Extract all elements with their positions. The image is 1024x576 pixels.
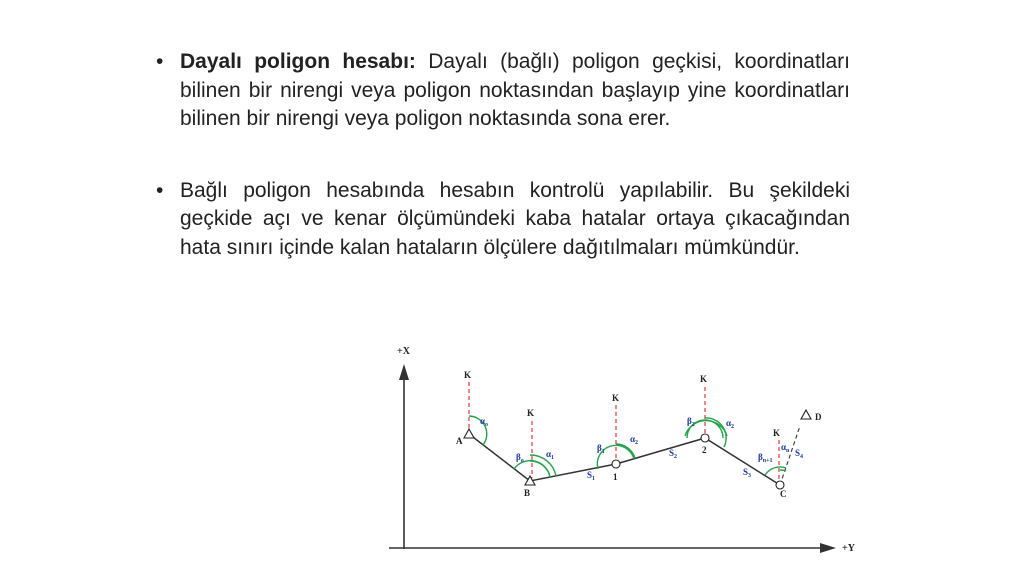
label-alpha-3: $\alpha_2$ bbox=[726, 418, 735, 430]
point-label-1: 1 bbox=[613, 472, 618, 482]
point-label-2: 2 bbox=[702, 445, 707, 455]
label-side-3: $S_3$ bbox=[743, 467, 752, 479]
label-side-1: $S_1$ bbox=[587, 470, 596, 482]
bullet-marker: • bbox=[156, 178, 164, 202]
bullet-marker: • bbox=[156, 50, 164, 73]
label-beta-0: $\beta_o$ bbox=[516, 452, 524, 464]
north-label-1: K bbox=[612, 393, 620, 403]
point-label-b: B bbox=[524, 488, 531, 498]
station-markers bbox=[464, 410, 811, 489]
point-2-marker bbox=[701, 434, 709, 442]
north-label-2: K bbox=[700, 374, 708, 384]
bullet-text: Bağlı poligon hesabında hesabın kontrolü yapılabilir. Bu şekildeki geçkide açı ve kenar ölçümündeki kaba hatalar ortaya çıkacağından hata sınırı içinde kalan hataların ölçülere dağıtılmaları mümkündür. bbox=[180, 178, 850, 259]
point-c-marker bbox=[776, 481, 784, 489]
label-alpha-0: $\alpha_o$ bbox=[480, 416, 489, 428]
point-label-c: C bbox=[780, 489, 787, 499]
label-alpha-n: $\alpha_n$ bbox=[781, 442, 790, 454]
north-label-c: K bbox=[773, 428, 781, 438]
point-a-marker bbox=[464, 429, 474, 438]
point-label-d: D bbox=[815, 412, 822, 422]
angle-arcs bbox=[469, 416, 786, 477]
axis-x-label: +X bbox=[397, 346, 410, 357]
north-label-b: K bbox=[527, 408, 535, 418]
label-beta-n1: $\beta_{n+1}$ bbox=[758, 452, 773, 464]
label-beta-2: $\beta_2$ bbox=[687, 416, 695, 428]
label-side-4: $S_4$ bbox=[795, 448, 804, 460]
label-alpha-2: $\alpha_2$ bbox=[630, 434, 639, 446]
north-label-a: K bbox=[464, 370, 472, 380]
label-beta-1: $\beta_1$ bbox=[597, 443, 605, 455]
point-d-marker bbox=[801, 410, 811, 419]
axis-y-label: +Y bbox=[842, 543, 855, 554]
bullet-lead-term: Dayalı poligon hesabı: bbox=[180, 50, 416, 73]
bullet-text: Dayalı (bağlı) poligon geçkisi, koordinatları bilinen bir nirengi veya poligon noktasından başlayıp yine koordinatları bilinen bir nirengi veya poligon noktasında sona erer. bbox=[180, 50, 850, 130]
label-side-2: $S_2$ bbox=[669, 448, 678, 460]
label-alpha-1: $\alpha_1$ bbox=[546, 449, 555, 461]
point-1-marker bbox=[612, 460, 620, 468]
point-label-a: A bbox=[456, 436, 463, 446]
